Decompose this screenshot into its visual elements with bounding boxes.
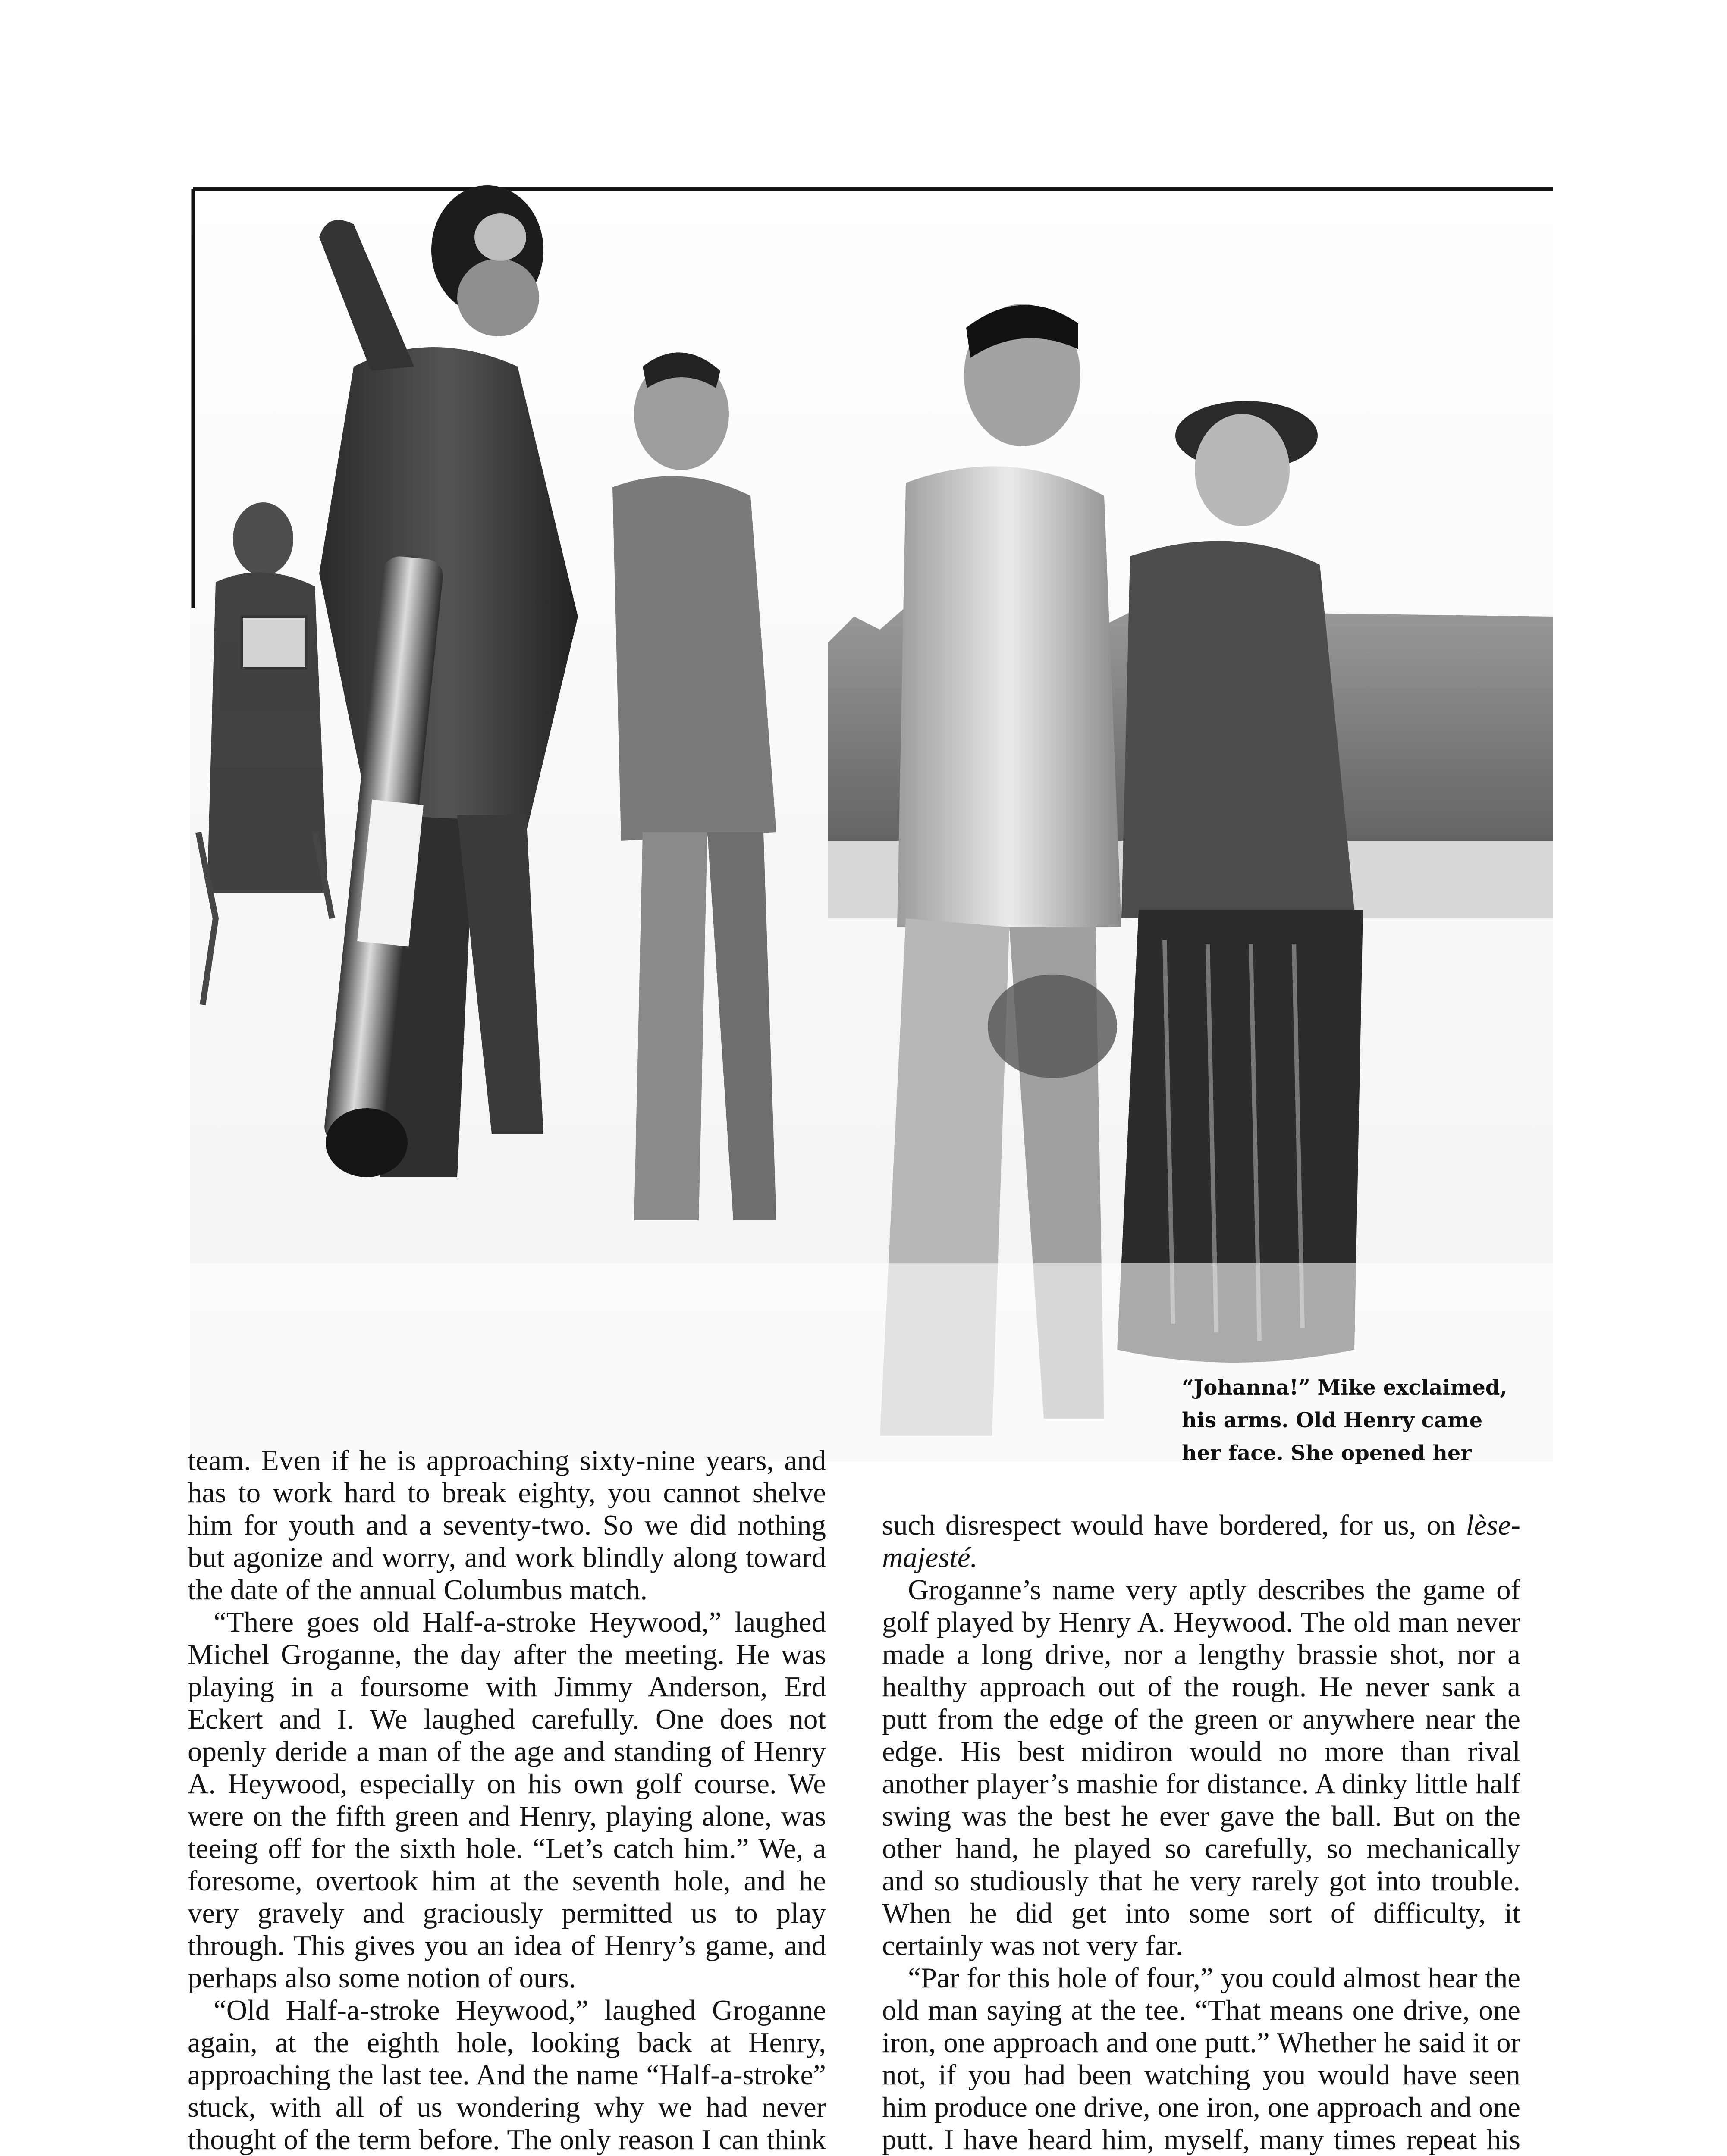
right-column — [882, 1509, 1520, 2156]
paragraph: “Old Half-a-stroke Heywood,” laughed Groganne again, at the eighth hole, looking back at Henry, approaching the last tee. And the name “Half-a-stroke” stuck, with all of us wondering why we had never thought of the term before. The only reason I can think — [188, 1994, 826, 2156]
paragraph: “There goes old Half-a-stroke Heywood,” laughed Michel Groganne, the day after the meeting. He was playing in a foursome with Jimmy Anderson, Erd Eckert and I. We laughed carefully. One does not openly deride a man of the age and standing of Henry A. Heywood, especially on his own golf course. We were on the fifth green and Henry, playing alone, was teeing off for the sixth hole. “Let’s catch him.” We, a foresome, overtook him at the seventh hole, and he very gravely and graciously permitted us to play through. This gives you an idea of Henry’s game, and perhaps also some notion of ours. — [188, 1606, 826, 1994]
caption-line: “Johanna!” Mike exclaimed, — [1182, 1376, 1507, 1400]
golf-illustration — [190, 185, 1553, 1462]
caption-line: her face. She opened her — [1182, 1441, 1472, 1465]
italic-phrase: lèse-majesté. — [882, 1509, 1521, 1573]
paragraph-text: such disrespect would have bordered, for us, on — [882, 1509, 1456, 1541]
paragraph: “Par for this hole of four,” you could almost hear the old man saying at the tee. “That means one drive, one iron, one approach and one putt.” Whether he said it or not, if you had been watching you would have seen him produce one drive, one iron, one approach and one putt. I have heard him, myself, many times repeat his — [882, 1962, 1520, 2156]
paragraph: Groganne’s name very aptly describes the game of golf played by Henry A. Heywood. The old man never made a long drive, nor a lengthy brassie shot, nor a healthy approach out of the rough. He never sank a putt from the edge of the green or anywhere near the edge. His best midiron would no more than rival another player’s mashie for distance. A dinky little half swing was the best he ever gave the ball. But on the other hand, he played so carefully, so mechanically and so studiously that he very rarely got into trouble. When he did get into some sort of difficulty, it certainly was not very far. — [882, 1574, 1520, 1962]
paragraph — [882, 1509, 1520, 1574]
illustration-caption — [1182, 1371, 1553, 1470]
caption-line: his arms. Old Henry came — [1182, 1408, 1483, 1432]
paragraph: team. Even if he is approaching sixty-nine years, and has to work hard to break eighty, you cannot shelve him for youth and a seventy-two. So we did nothing but agonize and worry, and work blindly along toward the date of the annual Columbus match. — [188, 1445, 826, 1606]
left-column — [188, 1445, 826, 2156]
